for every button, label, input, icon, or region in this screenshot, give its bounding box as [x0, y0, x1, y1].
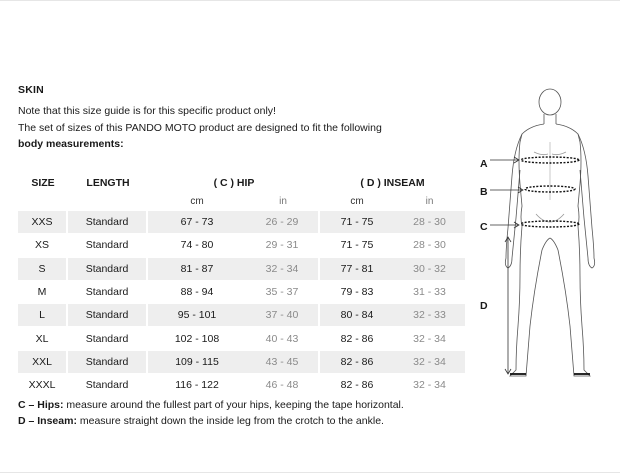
cell-inseam-in: 32 - 33	[394, 303, 465, 326]
legend-inseam-text: measure straight down the inside leg from the crotch to the ankle.	[76, 415, 384, 427]
cell-inseam-in: 32 - 34	[394, 350, 465, 373]
cell-hip-in: 35 - 37	[246, 280, 320, 303]
cell-length: Standard	[68, 373, 148, 396]
bottom-divider	[0, 472, 620, 473]
page-title: SKIN	[18, 84, 44, 96]
table-row	[18, 210, 465, 233]
table-row	[18, 326, 465, 349]
cell-inseam-in: 31 - 33	[394, 280, 465, 303]
cell-hip-in: 43 - 45	[246, 350, 320, 373]
table-row	[18, 303, 465, 326]
measurement-lines	[490, 157, 590, 374]
unit-hip-cm: cm	[190, 195, 204, 207]
cell-hip-cm: 109 - 115	[148, 350, 246, 373]
cell-size: XS	[18, 233, 68, 256]
cell-length: Standard	[68, 210, 148, 233]
cell-hip-in: 29 - 31	[246, 233, 320, 256]
cell-size: S	[18, 257, 68, 280]
cell-hip-in: 40 - 43	[246, 326, 320, 349]
cell-hip-cm: 102 - 108	[148, 326, 246, 349]
cell-hip-in: 26 - 29	[246, 210, 320, 233]
cell-length: Standard	[68, 280, 148, 303]
label-d: D	[480, 300, 488, 312]
header-length: LENGTH	[86, 177, 130, 189]
cell-length: Standard	[68, 350, 148, 373]
cell-size: XXL	[18, 350, 68, 373]
cell-hip-cm: 116 - 122	[148, 373, 246, 396]
note-line-2: The set of sizes of this PANDO MOTO product are designed to fit the following	[18, 122, 382, 134]
cell-hip-in: 32 - 34	[246, 257, 320, 280]
body-outline	[505, 89, 594, 376]
cell-inseam-in: 28 - 30	[394, 233, 465, 256]
cell-hip-cm: 95 - 101	[148, 303, 246, 326]
unit-inseam-cm: cm	[350, 195, 364, 207]
cell-inseam-in: 32 - 34	[394, 373, 465, 396]
cell-length: Standard	[68, 257, 148, 280]
cell-hip-in: 37 - 40	[246, 303, 320, 326]
unit-hip-in: in	[279, 195, 287, 207]
note-line-1: Note that this size guide is for this specific product only!	[18, 105, 276, 117]
size-table	[18, 174, 465, 396]
header-hip: ( C ) HIP	[213, 177, 255, 189]
cell-inseam-cm: 71 - 75	[320, 233, 394, 256]
cell-length: Standard	[68, 326, 148, 349]
unit-inseam-in: in	[425, 195, 434, 207]
note-line-3: body measurements:	[18, 138, 124, 150]
legend-hips-label: C – Hips:	[18, 399, 64, 411]
table-row	[18, 373, 465, 396]
cell-hip-cm: 81 - 87	[148, 257, 246, 280]
cell-inseam-in: 32 - 34	[394, 326, 465, 349]
table-row	[18, 280, 465, 303]
cell-length: Standard	[68, 303, 148, 326]
label-a: A	[480, 158, 488, 170]
cell-size: L	[18, 303, 68, 326]
cell-inseam-cm: 80 - 84	[320, 303, 394, 326]
cell-inseam-in: 30 - 32	[394, 257, 465, 280]
cell-inseam-cm: 79 - 83	[320, 280, 394, 303]
cell-inseam-cm: 71 - 75	[320, 210, 394, 233]
legend-inseam-label: D – Inseam:	[18, 415, 77, 427]
cell-inseam-in: 28 - 30	[394, 210, 465, 233]
header-inseam: ( D ) INSEAM	[360, 177, 425, 189]
cell-inseam-cm: 82 - 86	[320, 373, 394, 396]
cell-size: XXS	[18, 210, 68, 233]
body-figure	[470, 80, 610, 390]
label-c: C	[480, 221, 488, 233]
table-row	[18, 350, 465, 373]
cell-size: XXXL	[18, 373, 68, 396]
unit-row	[18, 192, 465, 210]
table-row	[18, 257, 465, 280]
legend-inseam	[18, 415, 384, 427]
legend-hips	[18, 399, 404, 411]
cell-length: Standard	[68, 233, 148, 256]
label-b: B	[480, 186, 488, 198]
cell-size: XL	[18, 326, 68, 349]
top-divider	[0, 0, 620, 1]
cell-size: M	[18, 280, 68, 303]
cell-hip-cm: 74 - 80	[148, 233, 246, 256]
cell-inseam-cm: 82 - 86	[320, 326, 394, 349]
cell-inseam-cm: 82 - 86	[320, 350, 394, 373]
table-header-row	[18, 174, 465, 192]
cell-hip-cm: 88 - 94	[148, 280, 246, 303]
cell-hip-in: 46 - 48	[246, 373, 320, 396]
cell-inseam-cm: 77 - 81	[320, 257, 394, 280]
table-row	[18, 233, 465, 256]
cell-hip-cm: 67 - 73	[148, 210, 246, 233]
legend-hips-text: measure around the fullest part of your hips, keeping the tape horizontal.	[63, 399, 404, 411]
header-size: SIZE	[31, 177, 55, 189]
